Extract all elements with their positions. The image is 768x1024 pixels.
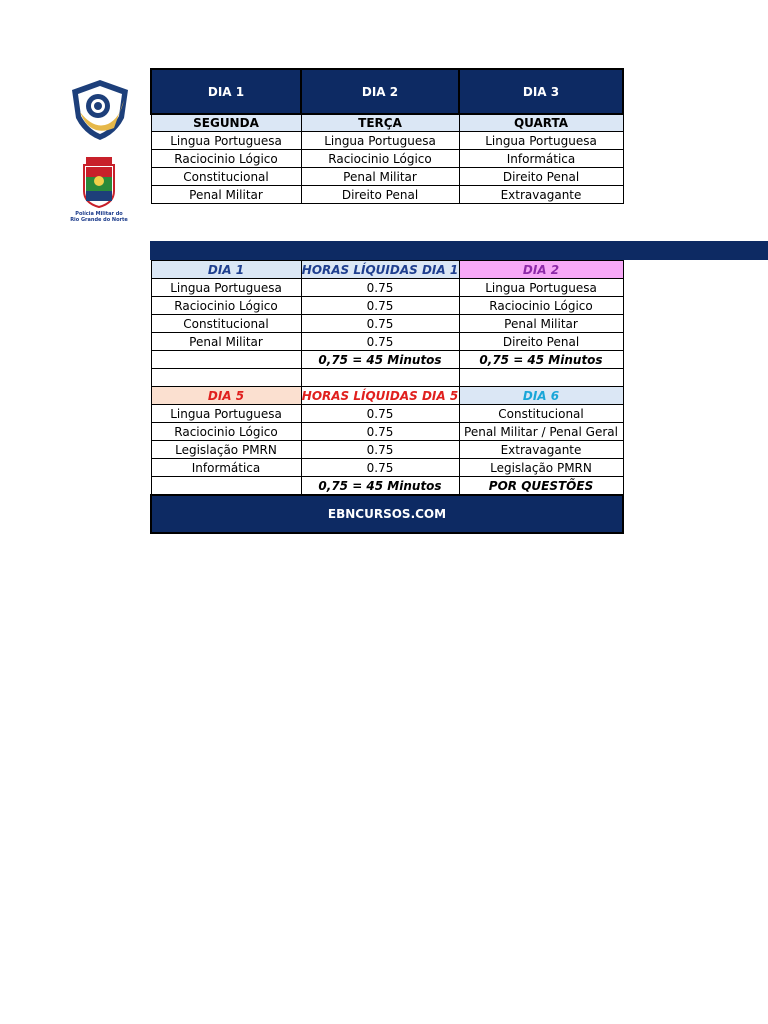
- table-cell: Extravagante: [459, 186, 623, 204]
- table-cell: Lingua Portuguesa: [151, 132, 301, 150]
- table-cell: 0.75: [301, 315, 459, 333]
- table-row: [151, 186, 623, 204]
- empty-cell: [301, 369, 459, 387]
- table-cell: Constitucional: [459, 405, 623, 423]
- summary-row: [151, 477, 623, 496]
- table-cell: Constitucional: [151, 168, 301, 186]
- table-cell: Raciocinio Lógico: [301, 150, 459, 168]
- table-cell: Lingua Portuguesa: [459, 279, 623, 297]
- summary-row: [151, 351, 623, 369]
- table-cell: Penal Militar: [301, 168, 459, 186]
- summary-cell: 0,75 = 45 Minutos: [301, 351, 459, 369]
- section-divider-band: [150, 241, 768, 260]
- summary-cell: 0,75 = 45 Minutos: [301, 477, 459, 496]
- header-dia-3: DIA 3: [459, 69, 623, 114]
- table-cell: Raciocinio Lógico: [151, 297, 301, 315]
- table-row: [151, 405, 623, 423]
- pm-crest-logo: [64, 155, 134, 225]
- table-cell: Constitucional: [151, 315, 301, 333]
- table-cell: Direito Penal: [301, 186, 459, 204]
- table-cell: Legislação PMRN: [151, 441, 301, 459]
- table-cell: Raciocinio Lógico: [151, 423, 301, 441]
- table-cell: Direito Penal: [459, 168, 623, 186]
- table-cell: Raciocinio Lógico: [459, 297, 623, 315]
- header-horas-dia-1: HORAS LÍQUIDAS DIA 1: [301, 262, 459, 277]
- table-cell: Penal Militar: [151, 186, 301, 204]
- header-dia-2: DIA 2: [459, 261, 623, 279]
- summary-cell: [151, 351, 301, 369]
- table-row: [151, 297, 623, 315]
- header-dia-6: DIA 6: [459, 387, 623, 405]
- day-label: SEGUNDA: [151, 114, 301, 132]
- table-cell: Legislação PMRN: [459, 459, 623, 477]
- table-cell: Lingua Portuguesa: [151, 279, 301, 297]
- table-cell: 0.75: [301, 441, 459, 459]
- table-cell: Lingua Portuguesa: [459, 132, 623, 150]
- table-cell: Informática: [151, 459, 301, 477]
- pm-crest-caption: Polícia Militar do Rio Grande do Norte: [70, 211, 128, 223]
- table-cell: Direito Penal: [459, 333, 623, 351]
- table-cell: Informática: [459, 150, 623, 168]
- footer-site-label: EBNCURSOS.COM: [151, 495, 623, 533]
- table-row: [151, 333, 623, 351]
- spacer-row: [151, 369, 623, 387]
- summary-cell: [151, 477, 301, 496]
- table-cell: Lingua Portuguesa: [151, 405, 301, 423]
- table-cell: Penal Militar: [151, 333, 301, 351]
- table-row: [151, 279, 623, 297]
- table-cell: Penal Militar: [459, 315, 623, 333]
- table-cell: 0.75: [301, 297, 459, 315]
- table-row: [151, 423, 623, 441]
- summary-cell: 0,75 = 45 Minutos: [459, 351, 623, 369]
- table-cell: 0.75: [301, 333, 459, 351]
- weekly-schedule-table: [150, 68, 624, 204]
- header-dia-1: DIA 1: [151, 261, 301, 279]
- table-row: [151, 459, 623, 477]
- day-label: TERÇA: [301, 114, 459, 132]
- table-row: [151, 150, 623, 168]
- empty-cell: [151, 369, 301, 387]
- hours-schedule-table: [150, 260, 624, 534]
- table-row: [151, 315, 623, 333]
- summary-cell: POR QUESTÕES: [459, 477, 623, 496]
- header-horas-dia-5: HORAS LÍQUIDAS DIA 5: [301, 388, 459, 403]
- table-cell: Lingua Portuguesa: [301, 132, 459, 150]
- table-cell: 0.75: [301, 279, 459, 297]
- empty-cell: [459, 369, 623, 387]
- header-dia-1: DIA 1: [151, 69, 301, 114]
- lion-shield-logo: [68, 78, 132, 142]
- table-cell: Extravagante: [459, 441, 623, 459]
- table-row: [151, 441, 623, 459]
- table-cell: Penal Militar / Penal Geral: [459, 423, 623, 441]
- table-cell: 0.75: [301, 459, 459, 477]
- day-label: QUARTA: [459, 114, 623, 132]
- table-cell: 0.75: [301, 423, 459, 441]
- table-row: [151, 132, 623, 150]
- header-dia-5: DIA 5: [151, 387, 301, 405]
- header-dia-2: DIA 2: [301, 69, 459, 114]
- table-cell: 0.75: [301, 405, 459, 423]
- table-row: [151, 168, 623, 186]
- table-cell: Raciocinio Lógico: [151, 150, 301, 168]
